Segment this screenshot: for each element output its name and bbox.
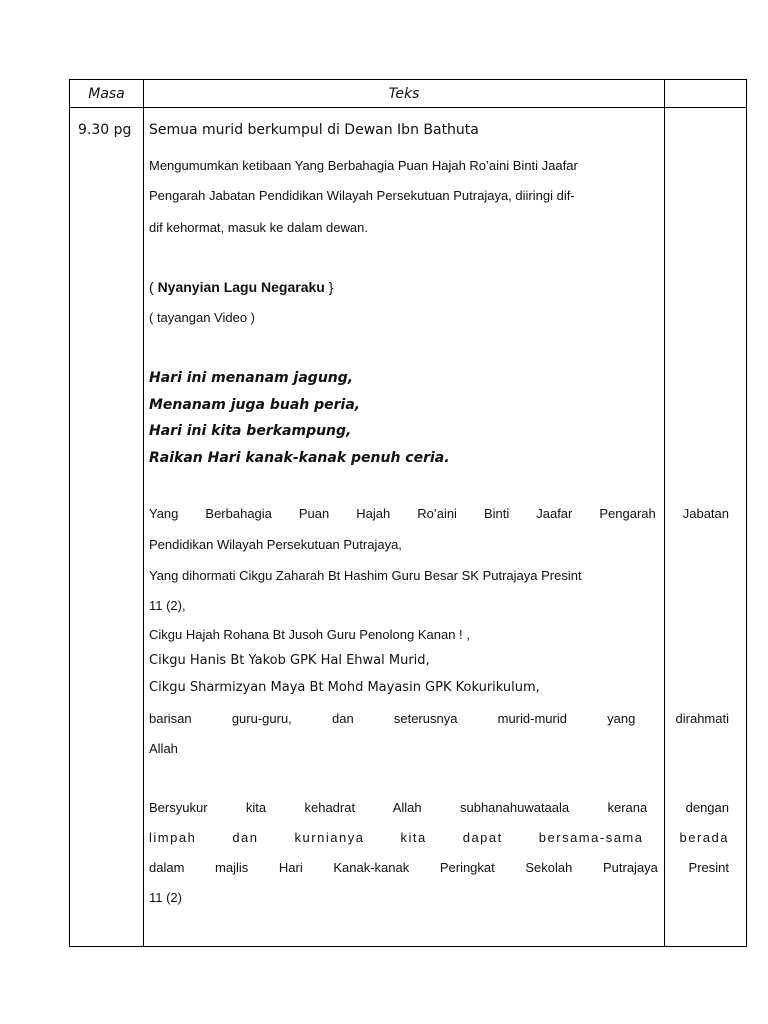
greeting-line-6: Cikgu Hanis Bt Yakob GPK Hal Ehwal Murid, (149, 653, 430, 668)
header-divider (70, 107, 746, 108)
text-line-anthem (149, 279, 333, 295)
text-line-announce-2: Pengarah Jabatan Pendidikan Wilayah Persekutuan Putrajaya, diiringi dif- (149, 188, 575, 203)
anthem-open: ( (149, 279, 158, 295)
poem-line-3: Hari ini kita berkampung, (149, 423, 352, 439)
greeting-line-8: barisan guru-guru, dan seterusnya murid-murid yang dirahmati (149, 711, 729, 726)
text-line-video: ( tayangan Video ) (149, 310, 255, 325)
header-masa: Masa (88, 85, 125, 102)
text-line-announce-1: Mengumumkan ketibaan Yang Berbahagia Puan Hajah Ro’aini Binti Jaafar (149, 158, 578, 173)
greeting-line-4: 11 (2), (149, 598, 186, 613)
text-line-announce-3: dif kehormat, masuk ke dalam dewan. (149, 220, 368, 235)
masa-time: 9.30 pg (78, 122, 132, 138)
closing-line-2: limpah dan kurnianya kita dapat bersama-sama berada (149, 830, 729, 845)
poem-line-4: Raikan Hari kanak-kanak penuh ceria. (149, 450, 450, 466)
greeting-line-3: Yang dihormati Cikgu Zaharah Bt Hashim Guru Besar SK Putrajaya Presint (149, 568, 582, 583)
closing-line-3: dalam majlis Hari Kanak-kanak Peringkat Sekolah Putrajaya Presint (149, 860, 729, 875)
greeting-line-7: Cikgu Sharmizyan Maya Bt Mohd Mayasin GPK Kokurikulum, (149, 680, 540, 695)
greeting-line-5: Cikgu Hajah Rohana Bt Jusoh Guru Penolong Kanan ! , (149, 627, 470, 642)
greeting-line-2: Pendidikan Wilayah Persekutuan Putrajaya, (149, 537, 402, 552)
header-extra (665, 80, 747, 107)
closing-line-1: Bersyukur kita kehadrat Allah subhanahuwataala kerana dengan (149, 800, 729, 815)
poem-line-2: Menanam juga buah peria, (149, 397, 361, 413)
program-table (69, 79, 747, 947)
anthem-close: } (324, 279, 334, 295)
closing-line-4: 11 (2) (149, 890, 182, 905)
greeting-line-9: Allah (149, 741, 178, 756)
column-divider-masa (143, 80, 144, 946)
poem-line-1: Hari ini menanam jagung, (149, 370, 354, 386)
text-line-gather: Semua murid berkumpul di Dewan Ibn Bathuta (149, 122, 479, 138)
header-teks: Teks (388, 85, 420, 102)
greeting-line-1: Yang Berbahagia Puan Hajah Ro’aini Binti Jaafar Pengarah Jabatan (149, 506, 729, 521)
anthem-title: Nyanyian Lagu Negaraku (157, 279, 325, 295)
